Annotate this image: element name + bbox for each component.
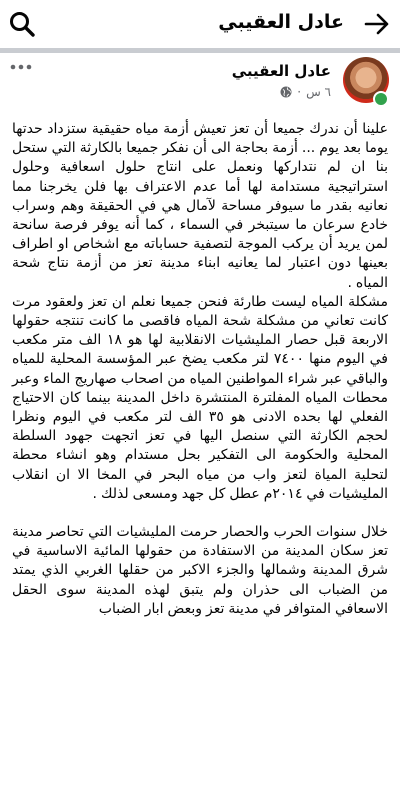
- globe-icon[interactable]: [280, 86, 292, 98]
- post-paragraph: علينا أن ندرك جميعا أن تعز تعيش أزمة مياه حقيقية ستزداد حدتها يوما بعد يوم ... أزمة بحاجة الى أن نفكر جميعا بالكارثة التي ستحل بنا ان لم نتداركها ونعمل على انتاج حلول اسعافية وحلول استراتيجية مستدامة لها أما عدم الاعتراف بها فلن يخرجنا مما نعانيه بقدر ما سيوفر مساحة لآمال هي في الحقيقة وهم وسراب خادع سرعان ما سيتبخر في السماء ، كما أنه يوفر فرصة سانحة لمن يريد أن يركب الموجة لتصفية حساباته مع اشخاص او اطراف بعينها دون اعتبار لما يعانيه ابناء مدينة تعز من أزمة نتاج شحة المياه .: [12, 121, 388, 291]
- post-header: [0, 53, 400, 115]
- meta-separator: ·: [297, 85, 302, 99]
- more-dots-icon[interactable]: [10, 63, 32, 71]
- post-timestamp[interactable]: ٦ س: [306, 85, 331, 99]
- post-paragraph: مشكلة المياه ليست طارئة فنحن جميعا نعلم ان تعز ولعقود مرت كانت تعاني من مشكلة شحة المياه فاقصى ما كانت تنتجه حقولها الاربعة قبل حصار المليشيات الانقلابية لها هو ١٨ الف متر مكعب في اليوم منها ٧٤٠٠ لتر مكعب يضخ عبر المؤسسة المحلية للمياه والباقي عبر شراء المواطنين المياه من اصحاب صهاريج الماء وعبر محطات المياه المفلترة المنتشرة داخل المدينة بينما كان الاحتياج الفعلي لها بحده الادنى هو ٣٥ الف لتر مكعب في اليوم ونظرا لحجم الكارثة التي سنصل اليها في تعز اتجهت جهود السلطة المحلية والحكومة الى التفكير بحل مستدام وهو انشاء محطة لتحلية المياة لتعز واب من مياه البحر في المخا الا ان انقلاب المليشيات في ٢٠١٤م عطل كل جهد ومسعى لذلك .: [12, 293, 389, 502]
- post-author[interactable]: عادل العقيبي: [231, 62, 331, 80]
- post-meta: [280, 85, 331, 99]
- search-icon[interactable]: [8, 10, 36, 38]
- post-body: [12, 120, 388, 619]
- page-title: عادل العقيبي: [218, 11, 344, 33]
- online-status-icon: [373, 91, 389, 107]
- arrow-right-icon[interactable]: [364, 12, 390, 36]
- post-paragraph: خلال سنوات الحرب والحصار حرمت المليشيات التي تحاصر مدينة تعز سكان المدينة من الاستفادة من حقولها المائية الاساسية في شرق المدينة وشمالها والجزء الاكبر من حقلها الغربي الذي يمتد من الضباب الى حذران ولم يتبق لهذه المدينة سوى الحقل الاسعافي المتوافر في مدينة تعز وبعض ابار الضباب: [12, 524, 388, 617]
- top-app-bar: [0, 0, 400, 48]
